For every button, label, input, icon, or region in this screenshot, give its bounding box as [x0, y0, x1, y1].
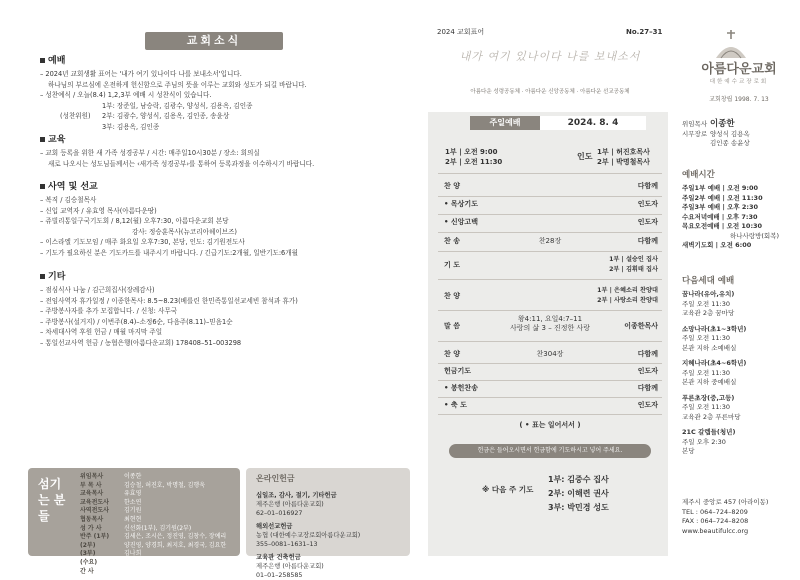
next-prayer-label: ※ 다음 주 기도	[482, 485, 534, 494]
worship-section	[40, 55, 395, 132]
news-line: – 주방봉사자를 추가 모집합니다. / 신청: 사무국	[40, 307, 178, 316]
order-item	[438, 398, 662, 414]
order-item	[438, 178, 662, 196]
group-item	[682, 290, 794, 319]
group-detail: 교육관 2층 꿈마당	[682, 309, 735, 318]
worship-date: 2024. 8. 4	[540, 116, 646, 130]
servant-names: 이종한	[124, 473, 142, 480]
church-name: 아름다운교회	[701, 62, 777, 77]
group-item	[682, 325, 794, 354]
order-item	[438, 313, 662, 341]
news-line: 강사: 정승훈목사(뉴코리아헤이브즈)	[132, 227, 238, 236]
ministry-section	[40, 181, 395, 258]
next-prayer-person: 3부: 박민경 성도	[548, 503, 609, 512]
news-line: – 2024년 교회생활 표어는 '내가 여기 있나이다 나를 보내소서'입니다.	[40, 70, 242, 79]
servant-row	[80, 559, 226, 568]
group-detail: 주일 오전 11:30	[682, 299, 730, 308]
order-item	[438, 347, 662, 363]
servant-role: 위임목사	[80, 473, 104, 480]
group-detail: 주일 오전 11:30	[682, 368, 730, 377]
servant-role: 성 가 사	[80, 524, 102, 532]
online-offering-box	[246, 468, 410, 579]
etc-section	[40, 271, 395, 348]
divider	[438, 414, 662, 415]
servant-role: (수요)	[80, 558, 98, 566]
worship-heading	[470, 116, 646, 130]
order-act: 기 도	[444, 261, 460, 269]
divider	[438, 173, 662, 174]
motto-year-label: 2024 교회표어	[437, 28, 485, 36]
news-line: – 신입 교역자 / 유효영 목사(아름다운땅)	[40, 206, 157, 215]
order-act: 말 씀	[444, 322, 460, 330]
servant-names: 김기원	[124, 507, 142, 515]
order-person: 다함께	[637, 350, 658, 358]
servant-row	[80, 516, 226, 525]
servant-role: 협동목사	[80, 515, 104, 523]
order-act: • 축 도	[444, 401, 467, 409]
section-title: 기타	[48, 272, 66, 282]
offering-type: 교육관 건축헌금	[256, 553, 301, 561]
worship-time-item: 주일1부 예배 | 오전 9:00	[682, 184, 759, 193]
divider	[438, 310, 662, 311]
church-address: 제주시 중앙로 457 (아라이동)	[682, 498, 769, 506]
serve-line: 3부: 김용옥, 김인종	[102, 122, 160, 131]
servant-names: 양진영, 양경희, 최지호, 최경국, 김요한	[124, 541, 227, 549]
church-fax: FAX : 064–724–8208	[682, 517, 749, 525]
group-detail: 본관 지하 중예배실	[682, 378, 737, 387]
online-offering-title: 온라인헌금	[256, 474, 295, 483]
group-detail: 본관 지하 소예배실	[682, 343, 737, 352]
order-item	[438, 364, 662, 380]
order-act: 찬 송	[444, 237, 460, 245]
divider	[438, 341, 662, 342]
servant-names: 김세은, 조시은, 정진영, 김창수, 장예리	[124, 533, 227, 541]
order-detail: 찬304장	[536, 350, 564, 358]
order-item	[438, 214, 662, 232]
news-line: – 복직 / 김승철목사	[40, 196, 97, 205]
account-number: 355–0081–1631–13	[256, 540, 318, 548]
divider	[438, 279, 662, 280]
elder-label: 시무장로	[682, 129, 708, 138]
square-bullet-icon	[40, 137, 45, 142]
servant-names: 신선화(1부), 김기원(2부)	[124, 524, 192, 532]
order-item	[438, 284, 662, 310]
group-name: 지혜나라(초4~6학년)	[682, 359, 747, 368]
servant-names: 유효영	[124, 490, 142, 498]
church-logo-icon	[714, 30, 748, 60]
order-person: 인도자	[637, 401, 658, 409]
servant-names: 김승철, 허진호, 박명철, 김행욱	[124, 481, 205, 489]
order-person: 다함께	[637, 237, 658, 245]
news-line: – 성찬예식 / 오늘(8.4) 1,2,3부 예배 시 성찬식이 있습니다.	[40, 91, 212, 100]
servant-role: 간 사	[80, 567, 94, 575]
worship-time-item: 주일2부 예배 | 오전 11:30	[682, 193, 763, 202]
servant-row	[80, 507, 226, 516]
group-item	[682, 394, 794, 423]
service-leader: 1부 | 허진호목사	[597, 148, 650, 156]
church-founded: 교회창립 1998. 7. 13	[709, 96, 769, 103]
news-line: – 이스라엘 기도모임 / 매주 화요일 오후7:30, 본당, 인도: 김기원전도사	[40, 238, 245, 247]
leader-label: 인도	[577, 152, 593, 161]
community-line: 아름다운 성령공동체 · 아름다운 신앙공동체 · 아름다운 선교공동체	[470, 89, 630, 95]
next-prayer-person: 2부: 이해련 권사	[548, 489, 609, 498]
servant-names: 김나희	[124, 550, 142, 558]
service-time: 2부 | 오전 11:30	[445, 158, 503, 166]
servant-row	[80, 525, 226, 534]
servant-row	[80, 473, 226, 482]
account-number: 62–01–016927	[256, 509, 303, 517]
order-person: 인도자	[637, 218, 658, 226]
group-item	[682, 428, 794, 457]
issue-number: No.27–31	[626, 28, 663, 36]
account-number: 01–01–258585	[256, 571, 303, 579]
order-detail: 왕4:11, 요일4:7–11 사랑의 삶 3 – 진정한 사랑	[510, 315, 590, 333]
order-act: 찬 양	[444, 350, 460, 358]
standing-note: ( • 표는 일어서서 )	[519, 421, 581, 429]
section-title: 사역 및 선교	[48, 182, 98, 192]
servant-role: 교육전도사	[80, 498, 109, 506]
order-detail: 찬28장	[538, 237, 562, 245]
church-website[interactable]: www.beautifulcc.org	[682, 526, 749, 535]
servant-row	[80, 490, 226, 499]
servant-role: (2부)	[80, 541, 96, 549]
news-line: – 차세대사역 후원 헌금 / 매월 마지막 주일	[40, 328, 163, 337]
church-news-header: 교회소식	[145, 32, 283, 50]
servant-row	[80, 542, 226, 551]
group-detail: 본당	[682, 447, 695, 456]
group-detail: 주일 오전 11:30	[682, 403, 730, 412]
order-person: 다함께	[637, 384, 658, 392]
news-line: – 통일선교사역 헌금 / 농협은행(아름다운교회) 178408–51–003298	[40, 338, 242, 347]
square-bullet-icon	[40, 58, 45, 63]
bank-name: 제주은행 (아름다운교회)	[256, 500, 324, 508]
serve-label: (성찬위원)	[60, 112, 91, 121]
order-act: 찬 양	[444, 292, 460, 300]
group-detail: 교육관 2층 푸른마당	[682, 412, 741, 421]
service-leader: 2부 | 박명철목사	[597, 158, 650, 166]
order-person: 인도자	[637, 200, 658, 208]
news-line: – 교회 등록을 위한 새 가족 성경공부 / 시간: 매주일10시30분 / 장소: 회의실	[40, 149, 260, 158]
servant-role: 부 목 사	[80, 481, 102, 489]
group-item	[682, 359, 794, 388]
order-act: 헌금기도	[444, 367, 472, 375]
order-item	[438, 196, 662, 214]
servants-box	[28, 468, 240, 575]
servant-names: 김세은	[124, 558, 142, 566]
servant-row	[80, 568, 226, 577]
worship-title: 주일예배	[470, 116, 540, 130]
elders: 양성식 김용옥	[710, 129, 750, 138]
worship-time-item: 새벽기도회 | 오전 6:00	[682, 241, 752, 250]
motto-calligraphy: 내가 여기 있나이다 나를 보내소서	[459, 50, 641, 63]
servant-names: 최현현	[124, 515, 142, 523]
offering-type: 해외선교헌금	[256, 522, 293, 530]
pastor-name: 이종한	[710, 119, 735, 129]
group-name: 푸른초장(중,고등)	[682, 393, 735, 402]
serve-line: 2부: 김광수, 양성식, 김용옥, 김인종, 송윤상	[102, 112, 230, 121]
divider	[438, 251, 662, 252]
education-section	[40, 134, 395, 169]
square-bullet-icon	[40, 184, 45, 189]
section-title: 교육	[48, 135, 66, 145]
section-title: 예배	[48, 56, 66, 66]
news-line: – 기도가 필요하신 분은 기도카드를 내주시기 바랍니다. / 긴급기도:2개월, 일반기도:6개월	[40, 248, 298, 257]
servant-row	[80, 533, 226, 542]
servant-role: (3부)	[80, 550, 96, 558]
offering-note: 헌금은 들어오시면서 헌금함에 기도하시고 넣어 주세요.	[449, 444, 651, 458]
worship-times-title: 예배시간	[682, 170, 715, 180]
order-person: 인도자	[637, 367, 658, 375]
square-bullet-icon	[40, 274, 45, 279]
order-act: 찬 양	[444, 182, 460, 190]
news-line: – 주방봉사(설거지) / 이번주(8.4)–소정6순, 다음주(8.11)–믿음1순	[40, 317, 233, 326]
order-act: • 봉헌찬송	[444, 384, 478, 392]
elders: 김인종 송윤상	[710, 139, 750, 147]
servants-title: 섬기는 분들	[38, 477, 66, 523]
news-line: – 전임사역자 휴가일정 / 이종한목사: 8.5~8.23(베를린 한민족통일선교세빈 참석과 휴가)	[40, 296, 298, 305]
servant-role: 사역전도사	[80, 507, 109, 515]
worship-time-item: 목요오전예배 | 오전 10:30	[682, 222, 763, 231]
news-line: – 점심식사 나눔 / 김근희집사(장례감사)	[40, 286, 155, 295]
servant-names: 한소연	[124, 498, 142, 506]
servant-role: 반주 (1부)	[80, 533, 110, 541]
order-item	[438, 381, 662, 397]
offering-type: 십일조, 감사, 절기, 기타헌금	[256, 491, 337, 499]
news-line: 하나님의 부르심에 온전하게 헌신함으로 주님의 뜻을 이루는 교회와 성도가 되길 바랍니다.	[48, 80, 307, 89]
order-item	[438, 253, 662, 279]
bank-name: 제주은행 (아름다운교회)	[256, 562, 324, 570]
group-name: 21C 갈렙들(청년)	[682, 428, 736, 437]
order-act: • 목상기도	[444, 200, 478, 208]
pastor-label: 위임목사	[682, 120, 708, 128]
group-name: 소망나라(초1~3학년)	[682, 324, 747, 333]
order-person: 1부 | 설승인 집사 2부 | 김휘태 집사	[609, 256, 658, 273]
order-act: • 신앙고백	[444, 218, 478, 226]
church-tel: TEL : 064–724–8209	[682, 507, 748, 516]
group-detail: 주일 오전 11:30	[682, 334, 730, 343]
group-name: 꿈나라(유아,유치)	[682, 290, 735, 299]
worship-time-item: 하나사랑방(회복)	[730, 231, 780, 240]
order-person: 1부 | 은혜소리 찬양대 2부 | 사랑소리 찬양대	[597, 287, 658, 304]
news-line: 새로 나오시는 성도님들께서는 ‹새가족 성경공부›를 통하여 등록과정을 이수하시기 바랍니다.	[48, 159, 315, 168]
serve-line: 1부: 장준일, 남승락, 김광수, 양성식, 김용옥, 김인종	[102, 101, 253, 110]
worship-time-item: 수요저녁예배 | 오후 7:30	[682, 212, 758, 221]
news-line: – 쥬빌리통일구국기도회 / 8,12(월) 오후7:30, 아름다운교회 본당	[40, 217, 229, 226]
order-person: 이종한목사	[624, 322, 658, 330]
order-item	[438, 233, 662, 251]
servant-names: 최선아(사무), 안성일(관리)	[124, 567, 196, 575]
servant-row	[80, 550, 226, 559]
bank-name: 농협 (대한예수교장로회아름다운교회)	[256, 531, 361, 539]
servant-role: 교육목사	[80, 490, 104, 498]
group-detail: 주일 오후 2:30	[682, 437, 726, 446]
next-prayer-person: 1부: 김중수 집사	[548, 475, 609, 484]
worship-time-item: 주일3부 예배 | 오후 2:30	[682, 203, 759, 212]
next-gen-title: 다음세대 예배	[682, 276, 735, 286]
church-denomination: 대한예수교장로회	[709, 79, 769, 85]
servant-row	[80, 482, 226, 491]
service-time: 1부 | 오전 9:00	[445, 148, 498, 156]
order-person: 다함께	[637, 182, 658, 190]
